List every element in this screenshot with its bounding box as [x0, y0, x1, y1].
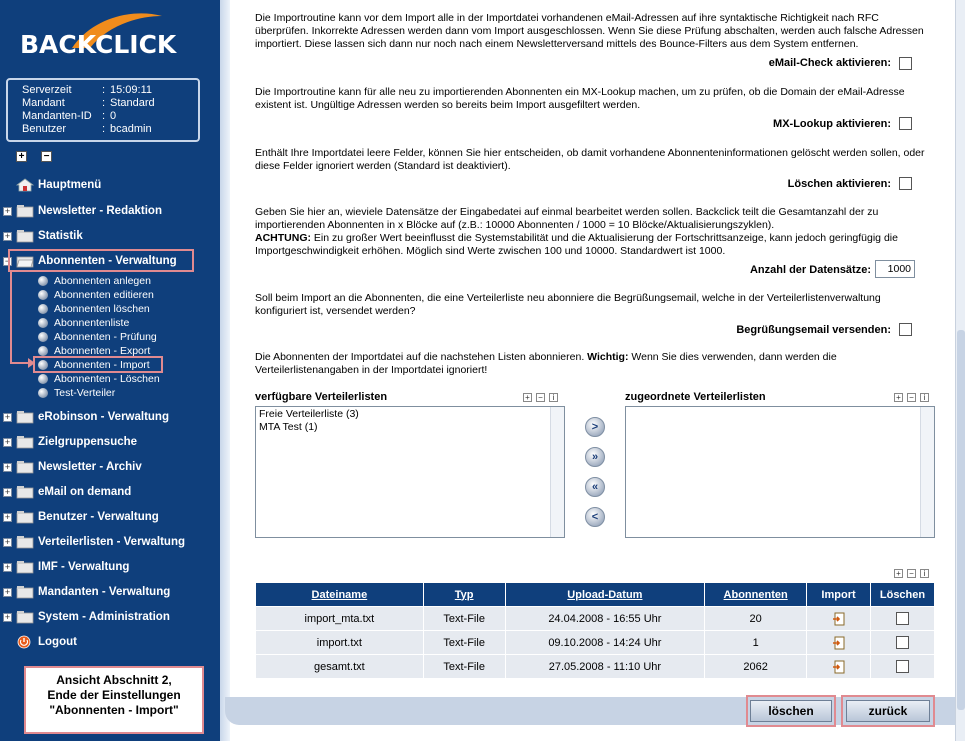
expand-icon[interactable]: + — [4, 486, 11, 497]
nav-label: IMF - Verwaltung — [38, 561, 130, 573]
anzahl-text: Geben Sie hier an, wieviele Datensätze der Eingabedatei auf einmal bearbeitet werden sollen. Backclick teilt die Gesamtanzahl der zu importierenden Abonnenten in x Blöcke auf (z.B.: 10000 Abonnenten / 1000 = 10 Blöcke/Aktualisierungszyklen). — [255, 206, 879, 231]
subnav-label: Abonnenten anlegen — [54, 275, 151, 287]
expand-icon[interactable]: + — [4, 461, 11, 472]
cell-abonnenten: 20 — [705, 607, 807, 631]
cell-dateiname: import_mta.txt — [256, 607, 424, 631]
nav-imf-verwaltung[interactable] — [0, 557, 129, 577]
folder-icon — [16, 585, 34, 599]
bullet-icon — [38, 318, 48, 328]
cell-upload-datum: 09.10.2008 - 14:24 Uhr — [505, 631, 705, 655]
anzahl-label: Anzahl der Datensätze: — [749, 264, 871, 276]
table-header-row — [256, 583, 935, 607]
col-dateiname[interactable]: Dateiname — [256, 583, 424, 607]
begruessung-checkbox[interactable] — [899, 323, 912, 336]
listen-text-2: Wenn Sie dies verwenden, dann werden die Verteilerlistenangaben in der Importdatei ignoriert! — [255, 351, 837, 376]
highlight-zurueck — [841, 695, 935, 727]
col-import: Import — [807, 583, 871, 607]
nav-label: Mandanten - Verwaltung — [38, 586, 171, 598]
expand-icon[interactable]: + — [4, 230, 11, 241]
server-row: Serverzeit : 15:09:11 — [22, 84, 153, 96]
loeschen-label: Löschen aktivieren: — [787, 178, 891, 190]
nav-label: Hauptmenü — [38, 179, 102, 191]
expand-icon[interactable]: + — [4, 436, 11, 447]
listbox-scrollbar[interactable] — [920, 407, 934, 537]
loeschen-button[interactable]: löschen — [750, 700, 832, 722]
folder-icon — [16, 410, 34, 424]
cell-dateiname: import.txt — [256, 631, 424, 655]
subnav-label: Abonnentenliste — [54, 317, 130, 329]
caption-line: "Abonnenten - Import" — [49, 703, 179, 717]
nav-email-on-demand[interactable] — [0, 482, 131, 502]
nav-label: Benutzer - Verwaltung — [38, 511, 159, 523]
bullet-icon — [38, 346, 48, 356]
nav-verteilerlisten-verwaltung[interactable] — [0, 532, 185, 552]
list-item[interactable]: MTA Test (1) — [259, 421, 318, 433]
nav-label: Logout — [38, 636, 77, 648]
server-key: Benutzer — [22, 123, 67, 135]
page-scrollbar[interactable] — [955, 0, 965, 741]
server-value: bcadmin — [110, 123, 152, 135]
anzahl-description — [255, 206, 935, 258]
minus-icon[interactable]: − — [907, 569, 916, 578]
folder-icon — [16, 535, 34, 549]
cell-import — [807, 607, 871, 631]
move-left-button[interactable]: < — [585, 507, 605, 527]
bullet-icon — [38, 332, 48, 342]
subnav-label: Abonnenten - Löschen — [54, 373, 160, 385]
minus-icon[interactable]: − — [536, 393, 545, 402]
cell-upload-datum: 24.04.2008 - 16:55 Uhr — [505, 607, 705, 631]
listen-text: Die Abonnenten der Importdatei auf die nachstehen Listen abonnieren. — [255, 351, 588, 363]
available-lists-listbox[interactable] — [255, 406, 565, 538]
add-icon[interactable]: + — [894, 393, 903, 402]
nav-label: Abonnenten - Verwaltung — [38, 255, 177, 267]
folder-icon — [16, 460, 34, 474]
subnav-label: Abonnenten löschen — [54, 303, 150, 315]
cell-loeschen — [871, 655, 935, 679]
expand-icon[interactable]: + — [4, 205, 11, 216]
highlight-abonnenten-import — [33, 356, 163, 373]
scrollbar-thumb[interactable] — [957, 330, 965, 710]
email-check-description: Die Importroutine kann vor dem Import alle in der Importdatei vorhandenen eMail-Adressen auf ihre syntaktische Richtigkeit nach RFC überprüfen. Inkorrekte Adressen werden dann vom Import ausgeschlossen. Wenn Sie diese Prüfung abschalten, werden auch falsche Adressen importiert. Diese lassen sich dann nur noch nach einem Newsletterversand mittels des Bounce-Filters aus dem System entfernen. — [255, 12, 924, 50]
bullet-icon — [38, 304, 48, 314]
server-info-box — [6, 78, 200, 142]
import-icon[interactable] — [832, 660, 846, 674]
server-key: Mandanten-ID — [22, 110, 92, 122]
loeschen-checkbox[interactable] — [899, 177, 912, 190]
info-icon[interactable]: i — [920, 393, 929, 402]
server-row: Benutzer : bcadmin — [22, 123, 152, 135]
zurueck-button[interactable]: zurück — [846, 700, 930, 722]
info-icon[interactable]: i — [549, 393, 558, 402]
collapse-all-icon[interactable]: − — [41, 151, 52, 162]
col-abonnenten[interactable]: Abonnenten — [705, 583, 807, 607]
nav-hauptmenu[interactable] — [0, 175, 101, 195]
arrow-head-icon — [28, 358, 35, 368]
sidebar — [0, 0, 220, 741]
cell-typ: Text-File — [423, 631, 505, 655]
nav-label: System - Administration — [38, 611, 170, 623]
cell-typ: Text-File — [423, 655, 505, 679]
import-settings — [255, 0, 935, 690]
col-upload-datum[interactable]: Upload-Datum — [505, 583, 705, 607]
nav-erobinson[interactable] — [0, 407, 169, 427]
nav-zielgruppensuche[interactable] — [0, 432, 137, 452]
nav-statistik[interactable] — [0, 226, 83, 246]
wichtig-label: Wichtig: — [587, 351, 629, 363]
cell-typ: Text-File — [423, 607, 505, 631]
subnav-abonnentenliste[interactable] — [38, 316, 129, 330]
nav-label: Verteilerlisten - Verwaltung — [38, 536, 185, 548]
nav-label: Zielgruppensuche — [38, 436, 138, 448]
server-row: Mandanten-ID : 0 — [22, 110, 117, 122]
table-row — [256, 631, 935, 655]
delete-checkbox[interactable] — [896, 612, 909, 625]
caption-line: Ende der Einstellungen — [47, 688, 181, 702]
expand-icon[interactable]: + — [4, 586, 11, 597]
email-check-checkbox[interactable] — [899, 57, 912, 70]
import-icon[interactable] — [832, 636, 846, 650]
mx-lookup-description: Die Importroutine kann für alle neu zu importierenden Abonnenten ein MX-Lookup machen, um zu prüfen, ob die Domain der eMail-Adresse existent ist. Ungültige Adressen werden so bereits beim Import ausgefiltert werden. — [255, 86, 905, 111]
server-row: Mandant : Standard — [22, 97, 155, 109]
expand-icon[interactable]: + — [4, 411, 11, 422]
cell-loeschen — [871, 607, 935, 631]
assigned-lists-controls — [894, 393, 929, 402]
delete-checkbox[interactable] — [896, 660, 909, 673]
assigned-lists-listbox[interactable] — [625, 406, 935, 538]
available-lists-controls — [523, 393, 558, 402]
logout-icon — [16, 635, 34, 649]
cell-abonnenten: 2062 — [705, 655, 807, 679]
col-loeschen: Löschen — [871, 583, 935, 607]
anzahl-datensaetze-input[interactable] — [875, 260, 915, 278]
nav-label: Newsletter - Archiv — [38, 461, 142, 473]
table-row — [256, 655, 935, 679]
info-icon[interactable]: i — [920, 569, 929, 578]
bullet-icon — [38, 388, 48, 398]
import-files-table — [255, 582, 935, 679]
bullet-icon — [38, 374, 48, 384]
col-typ[interactable]: Typ — [423, 583, 505, 607]
available-lists-title: verfügbare Verteilerlisten — [255, 391, 388, 403]
home-icon — [16, 178, 34, 192]
cell-import — [807, 631, 871, 655]
expand-all-icon[interactable]: + — [16, 151, 27, 162]
bullet-icon — [38, 276, 48, 286]
annotation-caption — [24, 666, 204, 734]
collapse-icon[interactable]: − — [4, 255, 11, 266]
folder-icon — [16, 610, 34, 624]
folder-icon — [16, 485, 34, 499]
subnav-test-verteiler[interactable] — [38, 386, 115, 400]
begruessung-label: Begrüßungsemail versenden: — [736, 324, 891, 336]
import-icon[interactable] — [832, 612, 846, 626]
loeschen-description: Enthält Ihre Importdatei leere Felder, können Sie hier entscheiden, ob damit vorhandene Abonnenteninformationen gelöscht werden sollen, oder diese Felder ignoriert werden (Standard ist deaktiviert). — [255, 147, 925, 172]
listbox-scrollbar[interactable] — [550, 407, 564, 537]
server-value: Standard — [110, 97, 155, 109]
table-row — [256, 607, 935, 631]
assigned-lists-title: zugeordnete Verteilerlisten — [625, 391, 766, 403]
server-value: 15:09:11 — [110, 84, 153, 96]
nav-mandanten-verwaltung[interactable] — [0, 582, 170, 602]
subnav-abonnenten-loeschen-2[interactable] — [38, 372, 160, 386]
nav-label: eRobinson - Verwaltung — [38, 411, 169, 423]
annotation-arrow — [10, 362, 30, 364]
folder-icon — [16, 204, 34, 218]
server-key: Mandant — [22, 97, 65, 109]
nav-newsletter-archiv[interactable] — [0, 457, 142, 477]
begruessung-description: Soll beim Import an die Abonnenten, die eine Verteilerliste neu abonniere die Begrüßungsemail, welche in der Verteilerlistenverwaltung konfiguriert ist, versendet werden? — [255, 292, 881, 317]
subnav-label: Abonnenten editieren — [54, 289, 154, 301]
minus-icon[interactable]: − — [907, 393, 916, 402]
listen-description — [255, 351, 935, 377]
nav-label: Statistik — [38, 230, 83, 242]
cell-abonnenten: 1 — [705, 631, 807, 655]
subnav-abonnenten-editieren[interactable] — [38, 288, 154, 302]
subnav-label: Abonnenten - Import — [54, 359, 150, 371]
add-icon[interactable]: + — [894, 569, 903, 578]
folder-icon — [16, 435, 34, 449]
highlight-abonnenten-verwaltung — [8, 249, 194, 272]
delete-checkbox[interactable] — [896, 636, 909, 649]
nav-label: Newsletter - Redaktion — [38, 205, 162, 217]
nav-logout[interactable] — [0, 632, 77, 652]
subnav-label: Abonnenten - Prüfung — [54, 331, 157, 343]
nav-benutzer-verwaltung[interactable] — [0, 507, 159, 527]
achtung-label: ACHTUNG: — [255, 232, 311, 244]
nav-system-administration[interactable] — [0, 607, 170, 627]
email-check-label: eMail-Check aktivieren: — [768, 57, 891, 69]
annotation-arrow — [10, 271, 12, 363]
mx-lookup-label: MX-Lookup aktivieren: — [773, 118, 891, 130]
subnav-label: Test-Verteiler — [54, 387, 116, 399]
subnav-abonnenten-pruefung[interactable] — [38, 330, 157, 344]
subnav-abonnenten-loeschen[interactable] — [38, 302, 150, 316]
backclick-logo — [12, 8, 182, 72]
move-all-right-button[interactable]: » — [585, 447, 605, 467]
server-key: Serverzeit — [22, 84, 72, 96]
nav-newsletter-redaktion[interactable] — [0, 201, 162, 221]
subnav-abonnenten-anlegen[interactable] — [38, 274, 151, 288]
folder-icon — [16, 560, 34, 574]
bullet-icon — [38, 290, 48, 300]
server-value: 0 — [110, 110, 117, 122]
expand-icon[interactable]: + — [4, 611, 11, 622]
folder-icon — [16, 510, 34, 524]
nav-label: eMail on demand — [38, 486, 132, 498]
cell-loeschen — [871, 631, 935, 655]
main-content — [220, 0, 965, 741]
table-controls — [894, 569, 929, 578]
highlight-loeschen — [746, 695, 836, 727]
move-right-button[interactable]: > — [585, 417, 605, 437]
folder-icon — [16, 229, 34, 243]
achtung-text: Ein zu großer Wert beeinflusst die Systemstabilität und die Aktualisierung der Fortschrittsanzeige, kann jedoch geringfügig die Importgeschwindigkeit erhöhen. Möglich sind Werte zwischen 100 und 10000. Standardwert ist 1000. — [255, 232, 898, 257]
cell-upload-datum: 27.05.2008 - 11:10 Uhr — [505, 655, 705, 679]
list-item[interactable]: Freie Verteilerliste (3) — [259, 408, 359, 420]
move-all-left-button[interactable]: « — [585, 477, 605, 497]
expand-icon[interactable]: + — [4, 511, 11, 522]
caption-line: Ansicht Abschnitt 2, — [56, 673, 172, 687]
expand-icon[interactable]: + — [4, 561, 11, 572]
cell-dateiname: gesamt.txt — [256, 655, 424, 679]
add-icon[interactable]: + — [523, 393, 532, 402]
expand-icon[interactable]: + — [4, 536, 11, 547]
cell-import — [807, 655, 871, 679]
logo-text: BACKCLICK — [20, 30, 177, 59]
mx-lookup-checkbox[interactable] — [899, 117, 912, 130]
subnav-label: Abonnenten - Export — [54, 345, 151, 357]
